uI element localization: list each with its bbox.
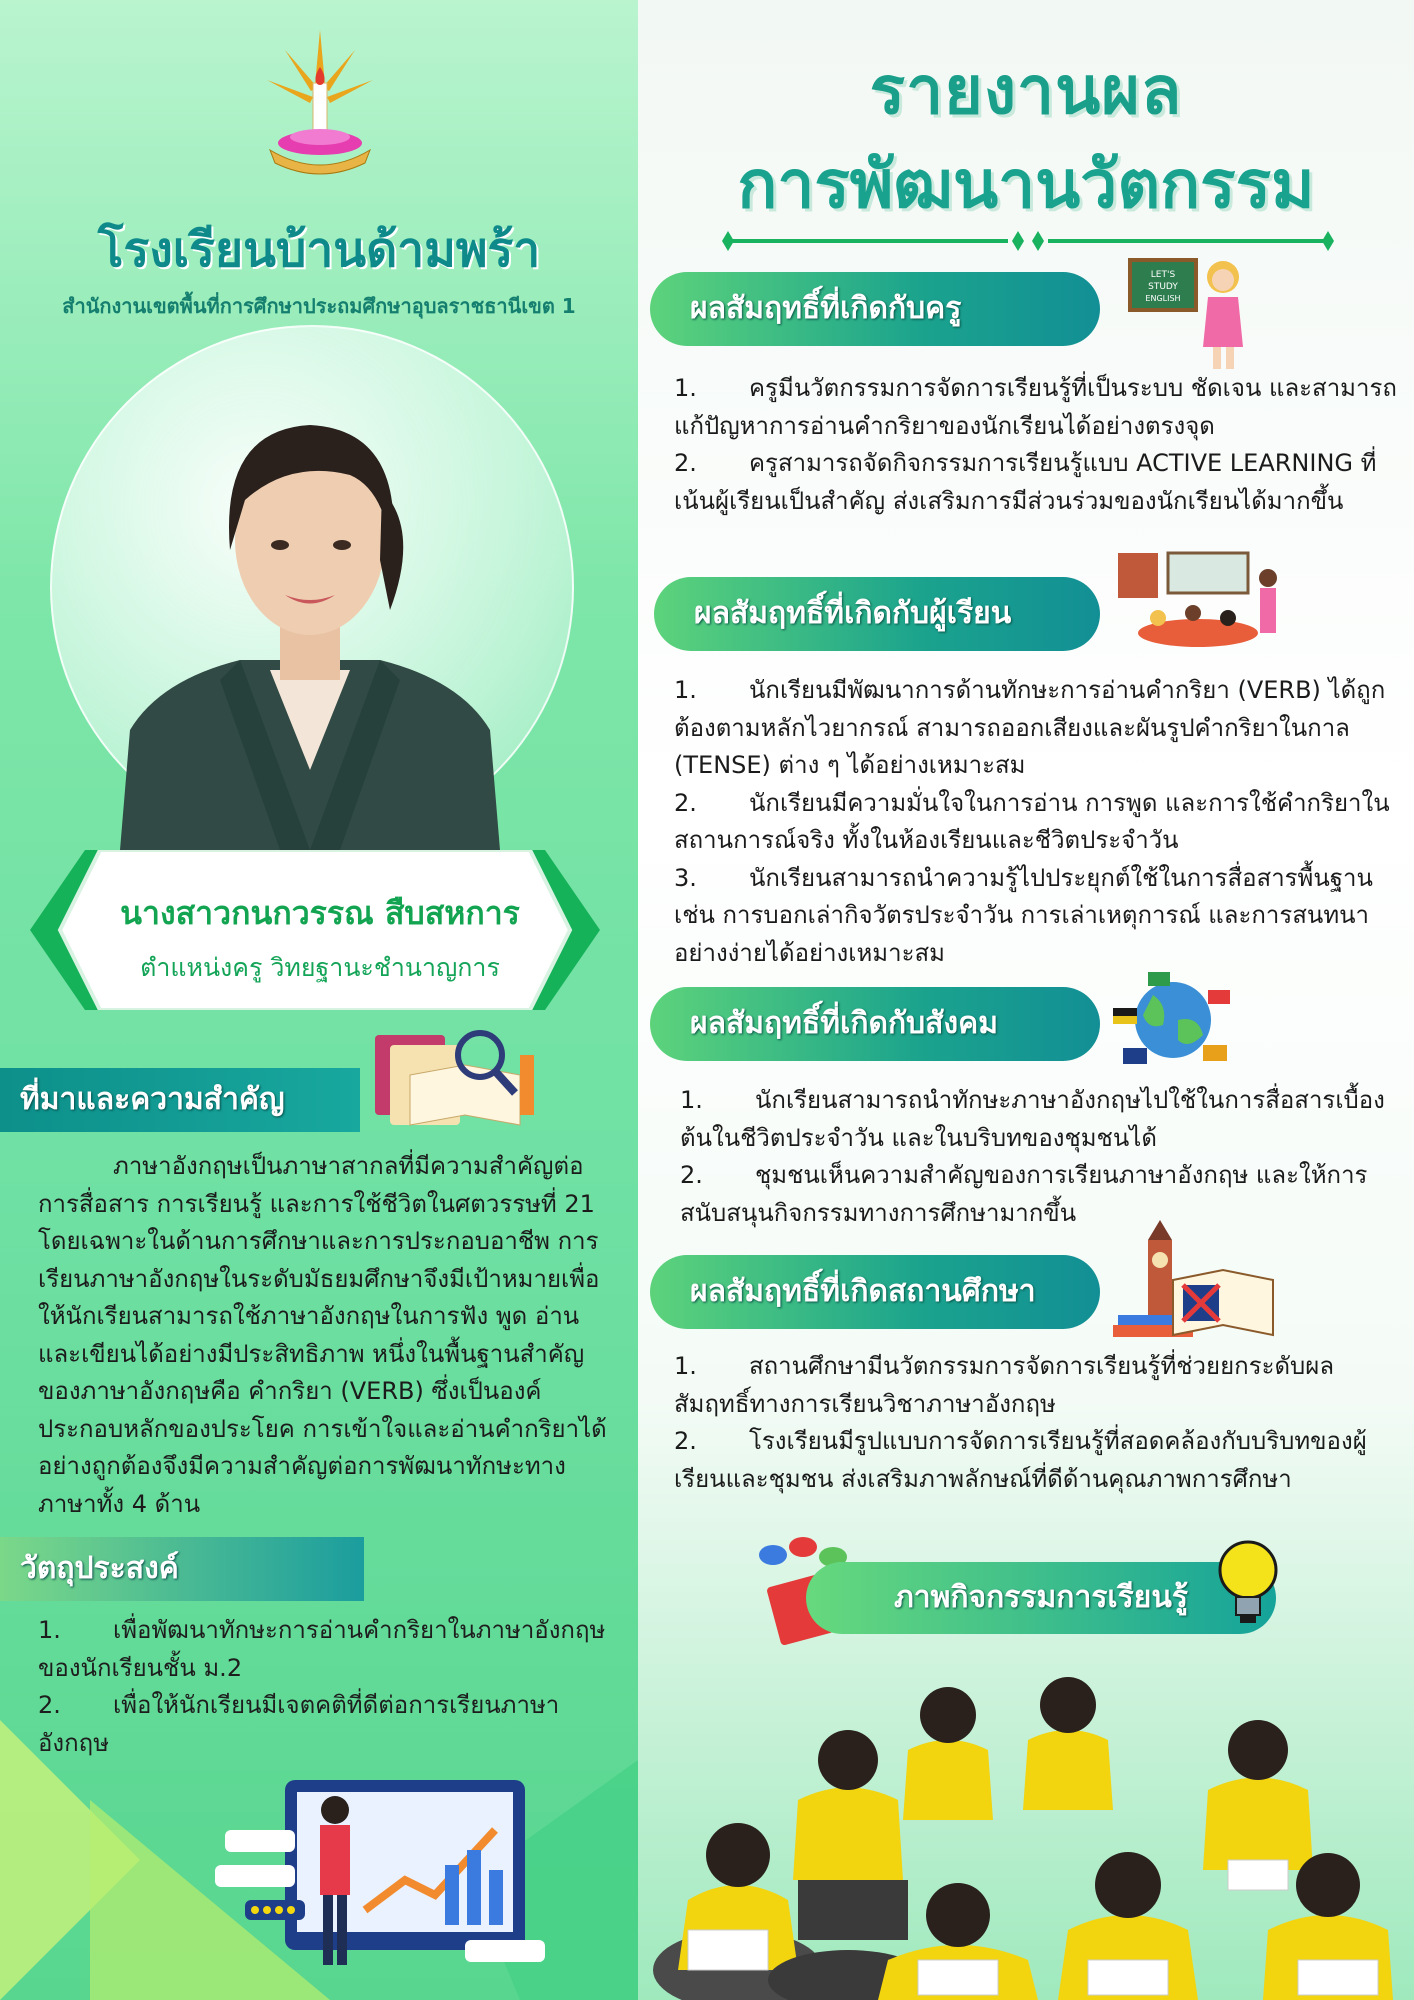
list-item: 1. เพื่อพัฒนาทักษะการอ่านคำกริยาในภาษาอังกฤษของนักเรียนชั้น ม.2: [38, 1616, 606, 1682]
section-title-students: ผลสัมฤทธิ์ที่เกิดกับผู้เรียน: [654, 577, 1100, 651]
objectives-section-title: วัตถุประสงค์: [0, 1537, 364, 1601]
teacher-portrait: [120, 380, 500, 850]
left-panel: [0, 0, 638, 2000]
lightbulb-icon: [1213, 1535, 1283, 1635]
school-results-list: [674, 1348, 1404, 1498]
presentation-illustration: [215, 1770, 555, 2000]
report-title-line1: รายงานผล: [869, 52, 1183, 129]
list-item: 3. นักเรียนสามารถนำความรู้ไปประยุกต์ใช้ในการสื่อสารพื้นฐาน เช่น การบอกเล่ากิจวัตรประจำวัน การเล่าเหตุการณ์ และการสนทนาอย่างง่ายได้อย่างเหมาะสม: [674, 863, 1373, 967]
teacher-board-illustration: [1128, 252, 1258, 372]
objectives-list: [38, 1612, 623, 1762]
students-reading-photo: [648, 1640, 1408, 2000]
list-item: 2. โรงเรียนมีรูปแบบการจัดการเรียนรู้ที่สอดคล้องกับบริบทของผู้เรียนและชุมชน ส่งเสริมภาพลักษณ์ที่ดีด้านคุณภาพการศึกษา: [674, 1427, 1367, 1493]
list-item: 2. ครูสามารถจัดกิจกรรมการเรียนรู้แบบ ACTIVE LEARNING ที่เน้นผู้เรียนเป็นสำคัญ ส่งเสริมการมีส่วนร่วมของนักเรียนได้มากขึ้น: [674, 449, 1377, 515]
report-title-line2: การพัฒนานวัตกรรม: [737, 146, 1315, 223]
society-results-list: [680, 1082, 1404, 1232]
books-magnifier-illustration: [370, 1015, 550, 1135]
list-item: 1. ครูมีนวัตกรรมการจัดการเรียนรู้ที่เป็นระบบ ชัดเจน และสามารถแก้ปัญหาการอ่านคำกริยาของนักเรียนได้อย่างตรงจุด: [674, 374, 1397, 440]
section-title-society: ผลสัมฤทธิ์ที่เกิดกับสังคม: [650, 987, 1100, 1061]
list-item: 2. ชุมชนเห็นความสำคัญของการเรียนภาษาอังกฤษ และให้การสนับสนุนกิจกรรมทางการศึกษามากขึ้น: [680, 1161, 1368, 1227]
background-paragraph: ภาษาอังกฤษเป็นภาษาสากลที่มีความสำคัญต่อการสื่อสาร การเรียนรู้ และการใช้ชีวิตในศตวรรษที่ 21 โดยเฉพาะในด้านการศึกษาและการประกอบอาชีพ การเรียนภาษาอังกฤษในระดับมัธยมศึกษาจึงมีเป้าหมายเพื่อให้นักเรียนสามารถใช้ภาษาอังกฤษในการฟัง พูด อ่าน และเขียนได้อย่างมีประสิทธิภาพ หนึ่งในพื้นฐานสำคัญของภาษาอังกฤษคือ คำกริยา (VERB) ซึ่งเป็นองค์ประกอบหลักของประโยค การเข้าใจและอ่านคำกริยาได้อย่างถูกต้องจึงมีความสำคัญต่อการพัฒนาทักษะทางภาษาทั้ง 4 ด้าน: [38, 1152, 607, 1518]
background-section-title: ที่มาและความสำคัญ: [0, 1068, 360, 1132]
right-panel: [638, 0, 1414, 2000]
school-name: โรงเรียนบ้านด้ามพร้า: [97, 222, 541, 278]
list-item: 1. นักเรียนสามารถนำทักษะภาษาอังกฤษไปใช้ในการสื่อสารเบื้องต้นในชีวิตประจำวัน และในบริบทของชุมชนได้: [680, 1086, 1385, 1152]
classroom-illustration: [1118, 548, 1288, 658]
globe-flags-illustration: [1113, 970, 1233, 1070]
svg-text:ENGLISH: ENGLISH: [1145, 294, 1181, 303]
section-title-teacher: ผลสัมฤทธิ์ที่เกิดกับครู: [650, 272, 1100, 346]
list-item: 2. เพื่อให้นักเรียนมีเจตคติที่ดีต่อการเรียนภาษาอังกฤษ: [38, 1691, 560, 1757]
school-logo: [255, 25, 385, 185]
list-item: 2. นักเรียนมีความมั่นใจในการอ่าน การพูด และการใช้คำกริยาในสถานการณ์จริง ทั้งในห้องเรียนและชีวิตประจำวัน: [674, 788, 1390, 854]
teacher-position: ตำแหน่งครู วิทยฐานะชำนาญการ: [140, 953, 500, 982]
office-name: สำนักงานเขตพื้นที่การศึกษาประถมศึกษาอุบลราชธานีเขต 1: [62, 294, 576, 318]
student-results-list: [674, 672, 1404, 972]
teacher-name: นางสาวกนกวรรณ สืบสหการ: [120, 894, 520, 932]
svg-text:STUDY: STUDY: [1148, 282, 1178, 292]
list-item: 1. นักเรียนมีพัฒนาการด้านทักษะการอ่านคำกริยา (VERB) ได้ถูกต้องตามหลักไวยากรณ์ สามารถออกเสียงและผันรูปคำกริยาในกาล (TENSE) ต่าง ๆ ได้อย่างเหมาะสม: [674, 676, 1386, 779]
bigben-book-illustration: [1113, 1220, 1283, 1350]
photos-section-title: ภาพกิจกรรมการเรียนรู้: [806, 1562, 1276, 1634]
svg-text:LET'S: LET'S: [1150, 270, 1176, 280]
list-item: 1. สถานศึกษามีนวัตกรรมการจัดการเรียนรู้ที่ช่วยยกระดับผลสัมฤทธิ์ทางการเรียนวิชาภาษาอังกฤษ: [674, 1352, 1335, 1418]
teacher-results-list: [674, 370, 1404, 520]
section-title-school: ผลสัมฤทธิ์ที่เกิดสถานศึกษา: [650, 1255, 1100, 1329]
